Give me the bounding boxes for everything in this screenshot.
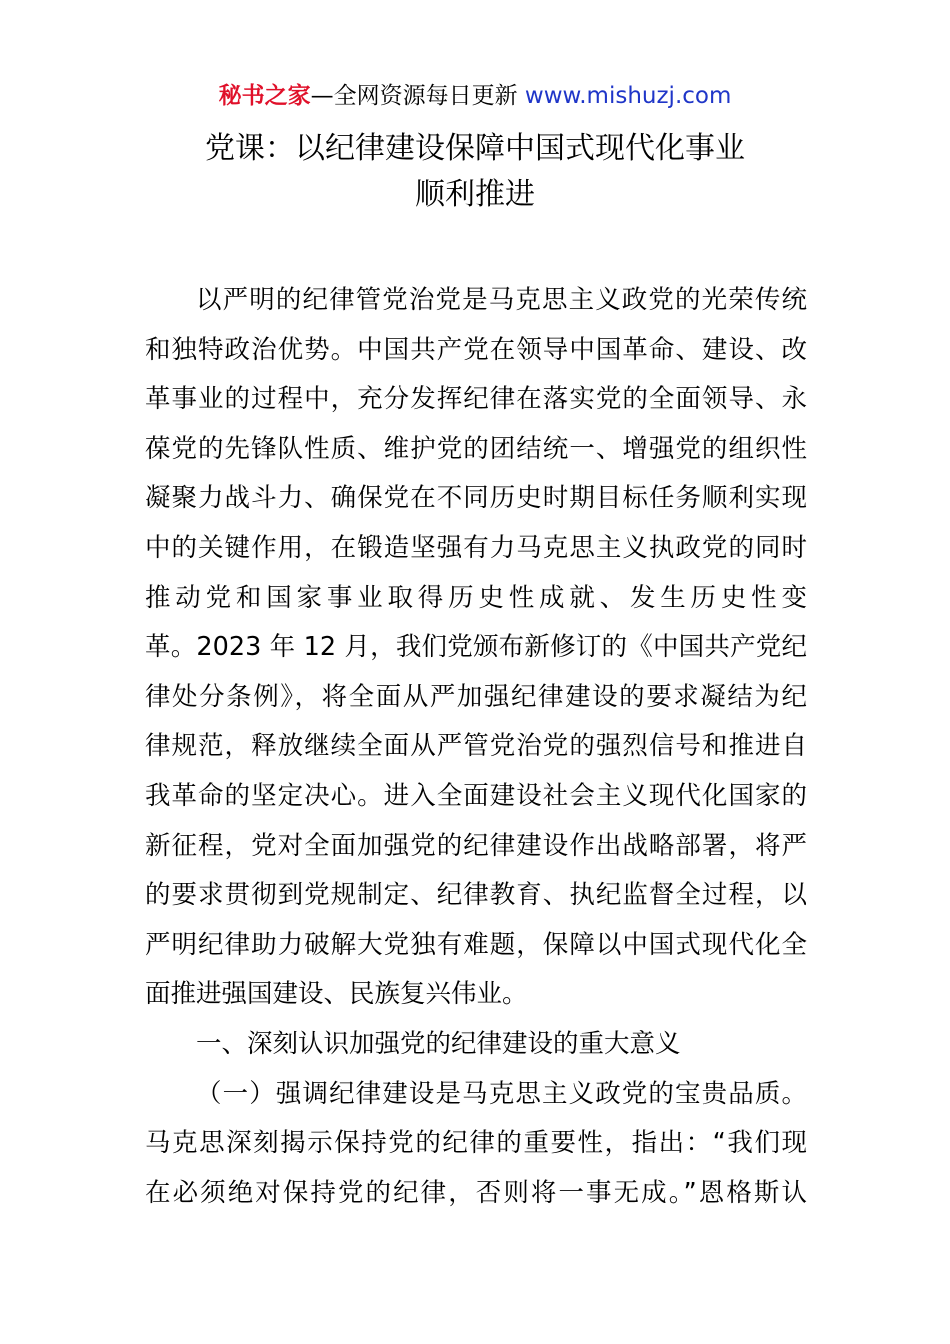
section-heading: 一、深刻认识加强党的纪律建设的重大意义 bbox=[196, 1028, 681, 1059]
text-line: 面推进强国建设、民族复兴伟业。 bbox=[145, 979, 528, 1010]
text-line: 推动党和国家事业取得历史性成就、发生历史性变 bbox=[145, 582, 807, 613]
text-line: 在必须绝对保持党的纪律，否则将一事无成。”恩格斯认 bbox=[145, 1177, 807, 1208]
title-line-2: 顺利推进 bbox=[415, 177, 535, 212]
website-link[interactable]: www.mishuzj.com bbox=[524, 83, 732, 109]
text-line: 葆党的先锋队性质、维护党的团结统一、增强党的组织性 bbox=[145, 433, 807, 464]
paragraph-section-1 bbox=[145, 1070, 807, 1219]
text-line: 我革命的坚定决心。进入全面建设社会主义现代化国家的 bbox=[145, 780, 807, 811]
brand-name: 秘书之家 bbox=[218, 83, 311, 109]
text-line: 以严明的纪律管党治党是马克思主义政党的光荣传统 bbox=[196, 285, 807, 315]
text-line: 凝聚力战斗力、确保党在不同历史时期目标任务顺利实现 bbox=[145, 483, 807, 514]
header-slogan: —全网资源每日更新 bbox=[310, 83, 518, 109]
title-line-1: 党课：以纪律建设保障中国式现代化事业 bbox=[205, 131, 745, 166]
document-title bbox=[0, 126, 950, 218]
text-line: 和独特政治优势。中国共产党在领导中国革命、建设、改 bbox=[145, 334, 807, 365]
text-line: 律规范，释放继续全面从严管党治党的强烈信号和推进自 bbox=[145, 731, 807, 762]
document-body bbox=[145, 276, 807, 1218]
text-line: 的要求贯彻到党规制定、纪律教育、执纪监督全过程，以 bbox=[145, 880, 807, 911]
text-line: 新征程，党对全面加强党的纪律建设作出战略部署，将严 bbox=[145, 830, 807, 861]
text-line: 律处分条例》，将全面从严加强纪律建设的要求凝结为纪 bbox=[145, 681, 807, 712]
text-line: 严明纪律助力破解大党独有难题，保障以中国式现代化全 bbox=[145, 929, 807, 960]
site-header bbox=[0, 80, 950, 112]
text-line: 中的关键作用，在锻造坚强有力马克思主义执政党的同时 bbox=[145, 532, 807, 563]
text-line: 马克思深刻揭示保持党的纪律的重要性，指出：“我们现 bbox=[145, 1128, 807, 1159]
paragraph-intro bbox=[145, 276, 807, 1020]
text-line: 革。2023 年 12 月，我们党颁布新修订的《中国共产党纪 bbox=[145, 632, 807, 663]
text-line: 革事业的过程中，充分发挥纪律在落实党的全面领导、永 bbox=[145, 384, 807, 415]
text-line: （一）强调纪律建设是马克思主义政党的宝贵品质。 bbox=[196, 1078, 807, 1109]
